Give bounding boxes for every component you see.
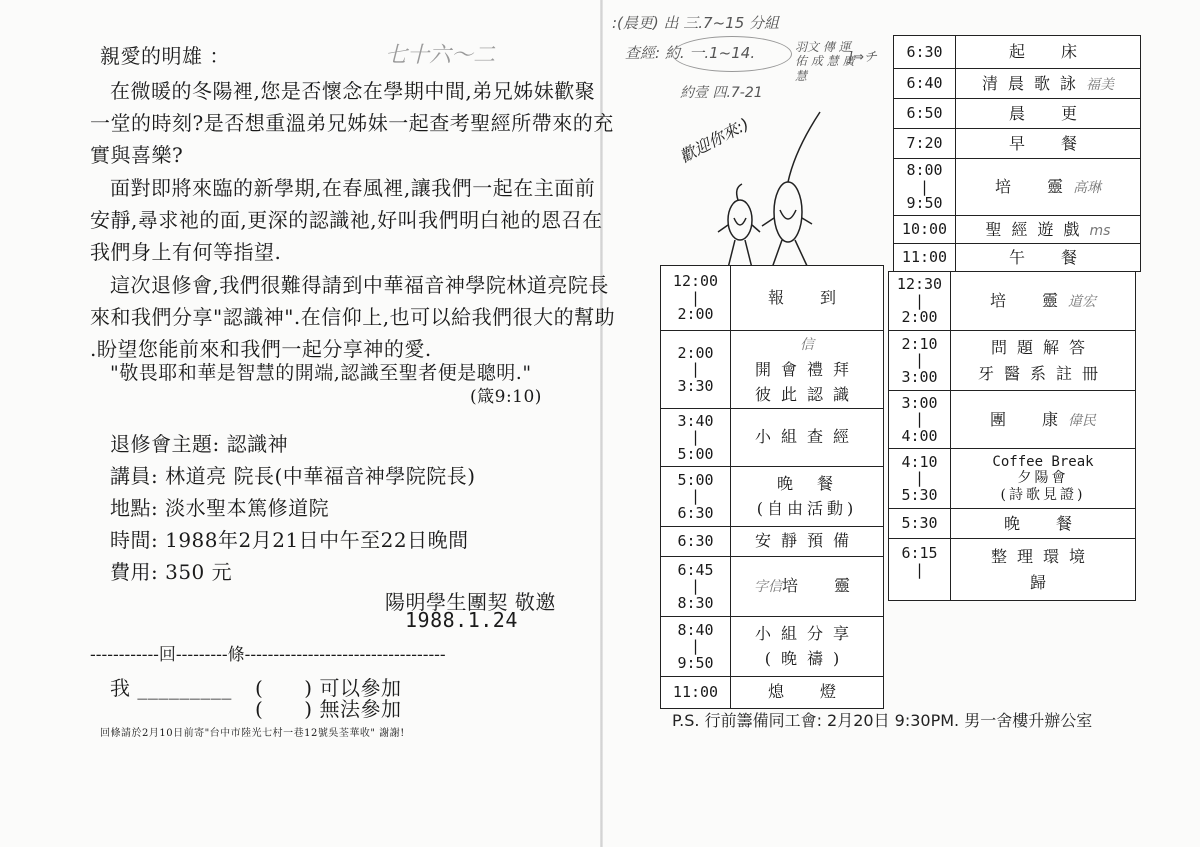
time-sep: | — [690, 360, 701, 379]
detail-fee: 費用: 350 元 — [110, 560, 233, 584]
time-start: 3:40 — [677, 411, 714, 430]
handnote-1john: 約壹 四.7-21 — [680, 85, 763, 101]
schedule-row — [889, 539, 1136, 601]
activity: 聖經遊戲 — [985, 219, 1090, 239]
handnote: 福美 — [1086, 76, 1114, 93]
activity: 開會禮拜 — [754, 359, 859, 379]
handnote: 信 — [800, 337, 814, 353]
reply-footnote: 回條請於2月10日前寄"台中市陸光七村一巷12號吳荃華收" 謝謝! — [100, 728, 405, 739]
schedule-day1 — [660, 265, 884, 709]
time-start: 6:45 — [677, 560, 714, 579]
reply-divider: ------------回---------條----------------------------------- — [90, 645, 446, 665]
time-sep: | — [919, 177, 930, 196]
schedule-day2-morning — [893, 35, 1141, 272]
time-end: 6:30 — [677, 503, 714, 522]
time-start: 12:00 — [672, 272, 719, 291]
option-attend[interactable]: ( ) 可以參加 — [255, 676, 402, 700]
time-sep: | — [690, 428, 701, 447]
handnote: 字信 — [753, 579, 782, 596]
time-start: 2:00 — [677, 343, 714, 362]
time-start: 8:00 — [906, 161, 943, 180]
reply-name-field[interactable]: 我 _________ — [110, 676, 232, 700]
activity: 團 康 — [989, 409, 1068, 429]
handnote: ms — [1089, 222, 1111, 239]
schedule-row — [889, 449, 1136, 509]
schedule-row — [889, 391, 1136, 449]
time: 6:30 — [894, 36, 956, 69]
schedule-row — [894, 69, 1141, 99]
time-sep: | — [914, 560, 925, 579]
activity: 起 床 — [1008, 42, 1087, 62]
activity: (自由活動) — [756, 499, 858, 519]
time-start: 6:15 — [901, 544, 938, 562]
paragraph-line: 安靜,尋求祂的面,更深的認識祂,好叫我們明白祂的恩召在 — [90, 208, 603, 232]
activity: 歸 — [1029, 572, 1056, 592]
detail-speaker: 講員: 林道亮 院長(中華福音神學院院長) — [110, 464, 476, 488]
activity: (詩歌見證) — [1000, 486, 1086, 503]
time-end: 3:00 — [901, 367, 938, 386]
paragraph-line: 一堂的時刻?是否想重溫弟兄姊妹一起查考聖經所帶來的充 — [90, 111, 614, 135]
time: 11:00 — [661, 676, 731, 708]
option-not-attend[interactable]: ( ) 無法參加 — [255, 697, 402, 721]
paragraph-line: 來和我們分享"認識神".在信仰上,也可以給我們很大的幫助 — [90, 305, 616, 329]
time-sep: | — [914, 291, 925, 310]
time: 5:30 — [889, 509, 951, 539]
schedule-row — [661, 556, 884, 616]
time-sep: | — [914, 410, 925, 429]
letter-date: 1988.1.24 — [405, 608, 518, 632]
time-sep: | — [690, 577, 701, 596]
ps-note: P.S. 行前籌備同工會: 2月20日 9:30PM. 男一舍樓升辦公室 — [672, 711, 1093, 730]
time-start: 3:00 — [901, 393, 938, 412]
schedule-row — [661, 266, 884, 331]
time-end: 9:50 — [906, 194, 943, 213]
activity: 小組分享 — [754, 623, 859, 643]
time-sep: | — [914, 469, 925, 488]
signature: 陽明學生團契 敬邀 — [385, 590, 556, 614]
handnote: 道宏 — [1068, 294, 1096, 311]
time: 10:00 — [894, 216, 956, 244]
time-end: 9:50 — [677, 653, 714, 672]
margin-note: 七十六～二 — [385, 43, 496, 68]
time-sep: | — [914, 351, 925, 370]
time-end: 5:00 — [677, 444, 714, 463]
activity: 早 餐 — [1008, 133, 1087, 153]
schedule-row — [889, 272, 1136, 331]
schedule-row — [661, 466, 884, 526]
paragraph-line: 這次退修會,我們很難得請到中華福音神學院林道亮院長 — [110, 273, 609, 297]
detail-time: 時間: 1988年2月21日中午至22日晚間 — [110, 528, 469, 552]
verse-ref: (箴9:10) — [470, 387, 542, 407]
activity: 晚 餐 — [776, 473, 837, 493]
handnote-bible-study: 查經: 約. 一.1~14. — [625, 44, 756, 62]
paragraph-line: 我們身上有何等指望. — [90, 240, 282, 264]
activity: Coffee Break — [992, 454, 1094, 471]
time-end: 4:00 — [901, 426, 938, 445]
time-start: 12:30 — [896, 275, 943, 294]
schedule-day2-afternoon — [888, 271, 1136, 601]
schedule-row — [894, 244, 1141, 272]
time-end: 8:30 — [677, 593, 714, 612]
time-sep: | — [690, 637, 701, 656]
greeting: 親愛的明雄 ： — [100, 44, 230, 68]
time-end: 3:30 — [677, 376, 714, 395]
handnote-morning: :(晨更) 出 三.7~15 分組 — [612, 14, 780, 32]
activity: 晚 餐 — [1003, 513, 1082, 533]
handnote-welcome: 歡迎你來:) — [676, 114, 753, 167]
activity: 培 靈 — [994, 177, 1073, 197]
time-sep: | — [690, 288, 701, 307]
handnote: 高琳 — [1073, 180, 1101, 197]
activity: 培 靈 — [989, 291, 1068, 311]
time-end: 5:30 — [901, 485, 938, 504]
schedule-row — [889, 331, 1136, 391]
time: 11:00 — [894, 244, 956, 272]
handnote-arrow: ]⇒チ — [848, 50, 877, 65]
time-end: 2:00 — [901, 308, 938, 327]
schedule-row — [894, 36, 1141, 69]
schedule-row — [894, 216, 1141, 244]
activity: 夕陽會 — [1017, 470, 1069, 487]
schedule-row — [894, 129, 1141, 159]
time-end: 2:00 — [677, 305, 714, 324]
activity: 清晨歌詠 — [981, 73, 1086, 93]
time-start: 8:40 — [677, 620, 714, 639]
handnote: 偉民 — [1068, 412, 1096, 429]
activity: 熄 燈 — [767, 682, 846, 702]
time-sep: | — [690, 487, 701, 506]
activity: 彼此認識 — [754, 385, 859, 405]
paragraph-line: .盼望您能前來和我們一起分享神的愛. — [90, 337, 432, 361]
time-start: 2:10 — [901, 334, 938, 353]
time-start: 5:00 — [677, 470, 714, 489]
activity: 報 到 — [767, 288, 846, 308]
activity: 培 靈 — [781, 576, 860, 596]
activity: 小組查經 — [754, 427, 859, 447]
time-start: 4:10 — [901, 452, 938, 471]
paragraph-line: 在微暖的冬陽裡,您是否懷念在學期中間,弟兄姊妹歡聚 — [110, 79, 596, 103]
cartoon-figures-icon — [700, 100, 880, 270]
activity: 牙醫系註冊 — [977, 363, 1108, 383]
schedule-row — [661, 331, 884, 409]
detail-theme: 退修會主題: 認識神 — [110, 432, 289, 456]
activity: (晚禱) — [764, 649, 850, 669]
bible-quote: "敬畏耶和華是智慧的開端,認識至聖者便是聰明." — [110, 362, 532, 384]
time: 6:50 — [894, 99, 956, 129]
paragraph-line: 實與喜樂? — [90, 143, 184, 167]
schedule-row — [894, 99, 1141, 129]
handnote-side: 羽文 傳 運 佑 成 慧 廣 慧 — [795, 40, 855, 83]
circle-mark — [672, 36, 792, 72]
activity: 問題解答 — [990, 337, 1095, 357]
time: 6:30 — [661, 526, 731, 556]
activity: 整理環境 — [990, 546, 1095, 566]
time: 6:40 — [894, 69, 956, 99]
activity: 安靜預備 — [754, 531, 859, 551]
schedule-row — [661, 526, 884, 556]
detail-location: 地點: 淡水聖本篤修道院 — [110, 496, 330, 520]
time: 7:20 — [894, 129, 956, 159]
schedule-row — [889, 509, 1136, 539]
schedule-row — [661, 676, 884, 708]
paragraph-line: 面對即將來臨的新學期,在春風裡,讓我們一起在主面前 — [110, 176, 596, 200]
schedule-row — [661, 408, 884, 466]
schedule-row — [894, 159, 1141, 216]
activity: 午 餐 — [1008, 247, 1087, 267]
activity: 晨 更 — [1008, 103, 1087, 123]
schedule-row — [661, 616, 884, 676]
